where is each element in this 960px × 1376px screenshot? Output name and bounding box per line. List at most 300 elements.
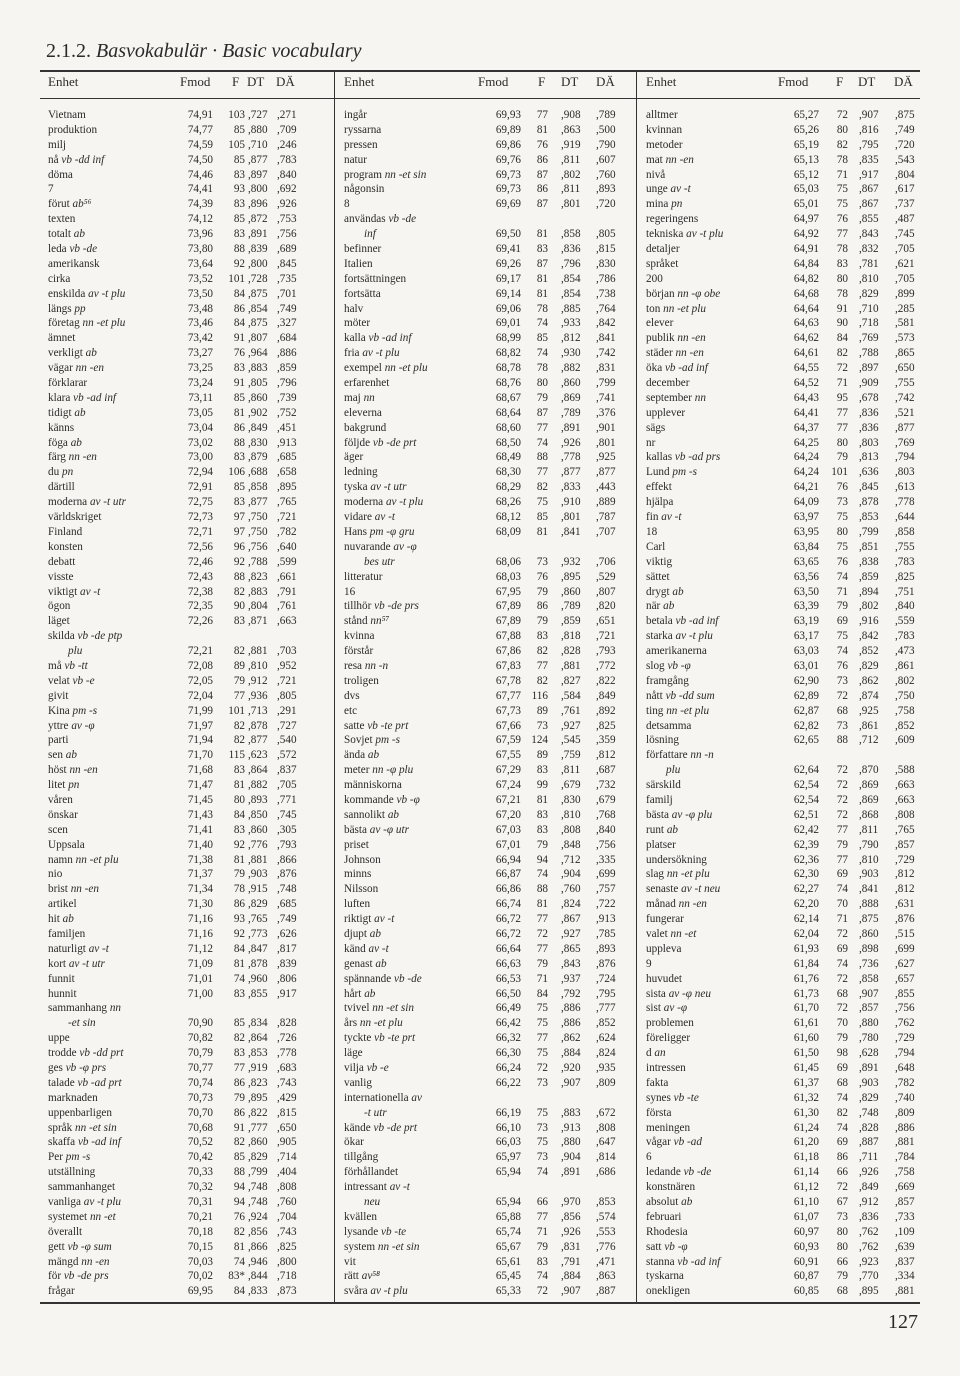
vocab-row [644, 853, 924, 868]
da-value: ,852 [596, 1017, 616, 1030]
word-text: tillhör [344, 600, 372, 613]
word-text: parti [48, 734, 69, 747]
fmod-value: 65,13 [793, 153, 819, 166]
da-value: ,837 [277, 764, 297, 777]
da-value: ,704 [277, 1210, 297, 1223]
da-value: ,750 [895, 689, 915, 702]
f-value: 75 [536, 1106, 548, 1119]
fmod-value: 72,43 [187, 570, 213, 583]
vocab-row [342, 302, 634, 317]
dt-value: ,824 [561, 898, 581, 911]
fmod-value: 67,88 [495, 630, 521, 643]
grammar-tag: vb -ad inf [672, 615, 719, 628]
f-value: 73 [836, 674, 848, 687]
fmod-value: 66,10 [495, 1121, 521, 1134]
f-value: 74 [836, 645, 848, 658]
vocab-word [344, 793, 420, 808]
vocab-row [342, 108, 634, 123]
da-value: ,814 [596, 1151, 616, 1164]
dt-value: ,926 [859, 1166, 879, 1179]
fmod-value: 64,37 [793, 421, 819, 434]
f-value: 81 [233, 779, 245, 792]
da-value: ,791 [277, 585, 297, 598]
vocab-row [46, 1150, 332, 1165]
vocab-row [46, 719, 332, 734]
vocab-row [342, 763, 634, 778]
fmod-value: 64,68 [793, 287, 819, 300]
vocab-word [344, 1255, 356, 1270]
da-value: ,109 [895, 1225, 915, 1238]
da-value: ,839 [277, 957, 297, 970]
word-text: vanliga [48, 1196, 81, 1209]
word-text: Nilsson [344, 883, 379, 896]
dt-value: ,907 [859, 109, 879, 121]
word-text: alltmer [646, 109, 678, 121]
f-value: 82 [536, 645, 548, 658]
vocab-word [48, 882, 99, 897]
da-value: ,743 [277, 1076, 297, 1089]
dt-value: ,849 [248, 421, 268, 434]
fmod-value: 66,49 [495, 1002, 521, 1015]
word-text: litet [48, 779, 66, 792]
vocab-row [46, 614, 332, 629]
dt-value: ,937 [561, 972, 581, 985]
dt-value: ,851 [859, 540, 879, 553]
f-value: 68 [836, 1076, 848, 1089]
dt-value: ,870 [859, 764, 879, 777]
grammar-tag: vb -ad inf [75, 1136, 121, 1149]
f-value: 74 [233, 972, 245, 985]
vocab-row [342, 212, 634, 227]
page-number: 127 [888, 1311, 918, 1333]
word-text: föga [48, 436, 68, 449]
f-value: 77 [836, 823, 848, 836]
word-text: maj [344, 391, 361, 404]
vocab-word [48, 748, 77, 763]
da-value: ,841 [596, 332, 616, 345]
da-value: ,765 [895, 823, 915, 836]
dt-value: ,827 [561, 674, 581, 687]
dt-value: ,802 [561, 168, 581, 181]
word-text: vilja [344, 1062, 364, 1074]
grammar-tag: av -t [85, 942, 109, 955]
da-value: ,845 [277, 257, 297, 270]
vocab-row [46, 1165, 332, 1180]
da-value: ,768 [596, 808, 616, 821]
grammar-tag: vb -tt [61, 659, 88, 672]
fmod-value: 68,12 [495, 511, 521, 524]
vocab-word [646, 108, 678, 123]
vocab-row [342, 1106, 634, 1121]
dt-value: ,762 [859, 1240, 879, 1253]
word-text: platser [646, 838, 676, 851]
dt-value: ,810 [561, 808, 581, 821]
f-value: 103 [228, 109, 245, 121]
word-text: publik [646, 332, 675, 345]
fmod-value: 71,00 [187, 987, 213, 1000]
f-value: 74 [233, 1255, 245, 1268]
word-text: 6 [646, 1151, 652, 1164]
vocab-word [344, 897, 370, 912]
vocab-word [48, 793, 73, 808]
f-value: 76 [836, 659, 848, 672]
word-text: tvivel [344, 1002, 370, 1015]
word-text: leda [48, 243, 67, 256]
fmod-value: 66,50 [495, 987, 521, 1000]
dt-value: ,789 [561, 406, 581, 419]
dt-value: ,822 [248, 1106, 268, 1119]
vocab-word [48, 1121, 117, 1136]
vocab-row [342, 1046, 634, 1061]
vocab-word [344, 614, 389, 629]
da-value: ,837 [895, 1255, 915, 1268]
grammar-tag: av -φ neu [665, 987, 711, 1000]
word-text: läget [48, 615, 70, 628]
header-fmod: Fmod [180, 74, 211, 89]
vocab-word [48, 465, 73, 480]
vocab-row [644, 793, 924, 808]
vocab-word [646, 1046, 666, 1061]
da-value: ,705 [895, 243, 915, 256]
grammar-tag: av -t plu [85, 287, 126, 300]
word-text: totalt [48, 228, 71, 241]
vocab-row [46, 555, 332, 570]
fmod-value: 61,14 [793, 1166, 819, 1179]
dt-value: ,883 [248, 585, 268, 598]
vocab-word [646, 406, 685, 421]
vocab-row [342, 1016, 634, 1031]
header-f: F [538, 74, 546, 89]
dt-value: ,836 [561, 243, 581, 256]
da-value: ,745 [895, 228, 915, 241]
dt-value: ,854 [248, 302, 268, 315]
word-text: unge [646, 183, 668, 196]
dt-value: ,869 [859, 779, 879, 792]
dt-value: ,877 [561, 466, 581, 479]
grammar-tag: nn -et sin [369, 1002, 414, 1015]
grammar-tag: vb -e [69, 674, 95, 687]
dt-value: ,829 [248, 898, 268, 911]
da-value: ,657 [895, 972, 915, 985]
vocab-row [46, 1210, 332, 1225]
vocab-row [644, 182, 924, 197]
grammar-tag: av -t plu [359, 347, 400, 360]
da-value: ,271 [277, 109, 297, 121]
da-value: ,669 [895, 1181, 915, 1194]
word-text: Sovjet [344, 734, 373, 747]
fmod-value: 71,47 [187, 779, 213, 792]
word-text: betala [646, 615, 673, 628]
da-value: ,895 [277, 481, 297, 494]
dt-value: ,828 [561, 645, 581, 658]
vocab-word [48, 867, 62, 882]
fmod-value: 62,36 [793, 853, 819, 866]
vocab-row [46, 1061, 332, 1076]
grammar-tag: plu [666, 764, 681, 777]
fmod-value: 69,73 [495, 168, 521, 181]
vocab-word [646, 719, 691, 734]
dt-value: ,808 [561, 823, 581, 836]
fmod-value: 66,30 [495, 1047, 521, 1060]
vocab-row [342, 1076, 634, 1091]
vocab-word [48, 138, 66, 153]
f-value: 68 [836, 1285, 848, 1298]
dt-value: ,823 [248, 570, 268, 583]
dt-value: ,756 [248, 540, 268, 553]
f-value: 68 [836, 704, 848, 717]
da-value: ,443 [596, 481, 616, 494]
f-value: 79 [536, 957, 548, 970]
vocab-word [646, 629, 713, 644]
grammar-tag: av -t neu [678, 883, 721, 896]
fmod-value: 74,39 [187, 198, 213, 211]
f-value: 88 [536, 883, 548, 896]
word-text: svåra [344, 1285, 368, 1298]
vocab-word [344, 1016, 403, 1031]
vocab-word [344, 346, 400, 361]
vocab-row [46, 1121, 332, 1136]
grammar-tag: vb -φ prs [62, 1062, 107, 1074]
grammar-tag: ab [367, 927, 381, 940]
dt-value: ,926 [561, 1225, 581, 1238]
vocab-word [48, 510, 101, 525]
da-value: ,875 [895, 109, 915, 121]
vocab-word [48, 1150, 90, 1165]
da-value: ,749 [895, 123, 915, 136]
word-text: undersökning [646, 853, 707, 866]
vocab-word [48, 525, 82, 540]
da-value: ,726 [277, 1032, 297, 1045]
word-text: luften [344, 898, 371, 911]
da-value: ,658 [277, 466, 297, 479]
f-value: 72 [536, 1285, 548, 1298]
dt-value: ,875 [859, 913, 879, 926]
da-value: ,487 [895, 213, 915, 226]
grammar-tag: vb -ad inf [70, 391, 117, 404]
word-text: hårt [344, 987, 362, 1000]
vocab-row [342, 1165, 634, 1180]
dt-value: ,750 [248, 511, 268, 524]
vocab-word [48, 1210, 116, 1225]
f-value: 79 [836, 838, 848, 851]
grammar-tag: -t utr [364, 1106, 387, 1119]
da-value: ,724 [596, 972, 616, 985]
vocab-row [644, 644, 924, 659]
fmod-value: 61,18 [793, 1151, 819, 1164]
word-text: intressant [344, 1181, 387, 1194]
fmod-value: 66,64 [495, 942, 521, 955]
vocab-row [46, 153, 332, 168]
vocab-word [344, 361, 428, 376]
grammar-tag: nn -et plu [381, 362, 428, 375]
dt-value: ,907 [561, 1076, 581, 1089]
vocab-row [342, 808, 634, 823]
vocab-word [48, 555, 75, 570]
f-value: 91 [836, 302, 848, 315]
vocab-word [48, 361, 104, 376]
vocab-row [342, 540, 634, 555]
da-value: ,732 [596, 779, 616, 792]
da-value: ,857 [895, 1196, 915, 1209]
vocab-row [342, 838, 634, 853]
vocab-row [342, 689, 634, 704]
vocab-row [46, 465, 332, 480]
word-text: ledning [344, 466, 378, 479]
vocab-row [342, 585, 634, 600]
da-value: ,893 [596, 942, 616, 955]
dt-value: ,862 [561, 1032, 581, 1045]
word-text: exempel [344, 362, 382, 375]
dt-value: ,859 [859, 570, 879, 583]
vocab-row [644, 331, 924, 346]
f-value: 105 [228, 138, 245, 151]
word-text: sist [646, 1002, 661, 1015]
word-text: hit [48, 913, 60, 926]
fmod-value: 69,01 [495, 317, 521, 330]
fmod-value: 70,31 [187, 1196, 213, 1209]
da-value: ,627 [895, 957, 915, 970]
vocab-word [646, 480, 672, 495]
vocab-word [48, 733, 69, 748]
f-value: 89 [536, 749, 548, 762]
vocab-row [46, 450, 332, 465]
f-value: 81 [536, 272, 548, 285]
word-text: texten [48, 213, 76, 226]
dt-value: ,854 [561, 272, 581, 285]
vocab-word [344, 882, 378, 897]
f-value: 76 [836, 213, 848, 226]
da-value: ,709 [277, 123, 297, 136]
fmod-value: 63,39 [793, 600, 819, 613]
dt-value: ,856 [248, 1225, 268, 1238]
da-value: ,663 [895, 779, 915, 792]
dt-value: ,855 [859, 213, 879, 226]
da-value: ,761 [277, 600, 297, 613]
vocab-word [344, 972, 422, 987]
grammar-tag: vb -de prt [370, 436, 417, 449]
dt-value: ,907 [561, 1285, 581, 1298]
dt-value: ,858 [859, 972, 879, 985]
header-f: F [836, 74, 844, 89]
dt-value: ,897 [248, 168, 268, 181]
vocab-row [342, 853, 634, 868]
grammar-tag: bes utr [364, 555, 395, 568]
vocab-word [344, 495, 423, 510]
vocab-word [646, 972, 682, 987]
vocab-word [48, 927, 85, 942]
da-value: ,877 [596, 466, 616, 479]
word-text: vit [344, 1255, 356, 1268]
dt-value: ,584 [561, 689, 581, 702]
word-text: uppenbarligen [48, 1106, 112, 1119]
word-text: Johnson [344, 853, 381, 866]
grammar-tag: vb -dd sum [662, 689, 715, 702]
dt-value: ,895 [859, 1285, 879, 1298]
da-value: ,782 [277, 525, 297, 538]
da-value: ,876 [596, 957, 616, 970]
fmod-value: 71,41 [187, 823, 213, 836]
f-value: 83 [233, 496, 245, 509]
vocab-row [342, 987, 634, 1002]
fmod-value: 74,77 [187, 123, 213, 136]
da-value: ,429 [277, 1091, 297, 1104]
header-fmod: Fmod [478, 74, 509, 89]
f-value: 84 [233, 808, 245, 821]
vocab-row [342, 1135, 634, 1150]
dt-value: ,788 [248, 555, 268, 568]
word-text: konsten [48, 540, 83, 553]
fmod-value: 73,52 [187, 272, 213, 285]
fmod-value: 68,26 [495, 496, 521, 509]
vocab-word [48, 168, 73, 183]
f-value: 74 [536, 436, 548, 449]
vocab-row [644, 1031, 924, 1046]
f-value: 74 [836, 570, 848, 583]
word-text: ryssarna [344, 123, 382, 136]
vocab-row [46, 659, 332, 674]
da-value: ,451 [277, 421, 297, 434]
fmod-value: 71,99 [187, 704, 213, 717]
vocab-word [646, 1225, 688, 1240]
grammar-tag: av -t utr [66, 957, 105, 970]
da-value: ,852 [895, 719, 915, 732]
fmod-value: 61,10 [793, 1196, 819, 1209]
grammar-tag: ab [372, 957, 387, 970]
da-value: ,840 [596, 823, 616, 836]
da-value: ,771 [277, 793, 297, 806]
vocab-row [644, 555, 924, 570]
f-value: 72 [836, 1181, 848, 1194]
word-text: öka [646, 362, 663, 375]
word-text: hjälpa [646, 496, 674, 509]
word-text: kvinna [344, 630, 375, 643]
dt-value: ,897 [859, 362, 879, 375]
vocab-row [46, 882, 332, 897]
word-text: Lund [646, 466, 670, 479]
da-value: ,500 [596, 123, 616, 136]
da-value: ,812 [596, 749, 616, 762]
f-value: 76 [233, 1210, 245, 1223]
fmod-value: 67,66 [495, 719, 521, 732]
vocab-word [48, 450, 97, 465]
word-text: känns [48, 421, 75, 434]
fmod-value: 70,03 [187, 1255, 213, 1268]
grammar-tag: av -t utr [87, 496, 126, 509]
fmod-value: 69,14 [495, 287, 521, 300]
fmod-value: 72,75 [187, 496, 213, 509]
grammar-tag: vb -te [378, 1225, 407, 1238]
grammar-tag: nn -et plu [663, 704, 710, 717]
dt-value: ,868 [859, 808, 879, 821]
fmod-value: 69,26 [495, 257, 521, 270]
f-value: 86 [836, 1151, 848, 1164]
dt-value: ,913 [561, 1121, 581, 1134]
fmod-value: 68,03 [495, 570, 521, 583]
word-text: drygt [646, 585, 670, 598]
section-number: 2.1.2. [46, 40, 91, 62]
word-text: problemen [646, 1017, 694, 1030]
dt-value: ,923 [859, 1255, 879, 1268]
dt-value: ,765 [248, 913, 268, 926]
fmod-value: 64,21 [793, 481, 819, 494]
da-value: ,889 [596, 496, 616, 509]
fmod-value: 73,24 [187, 377, 213, 390]
grammar-tag: vb -dd prt [76, 1047, 124, 1060]
f-value: 78 [836, 153, 848, 166]
f-value: 98 [836, 1047, 848, 1060]
dt-value: ,688 [248, 466, 268, 479]
fmod-value: 72,38 [187, 585, 213, 598]
